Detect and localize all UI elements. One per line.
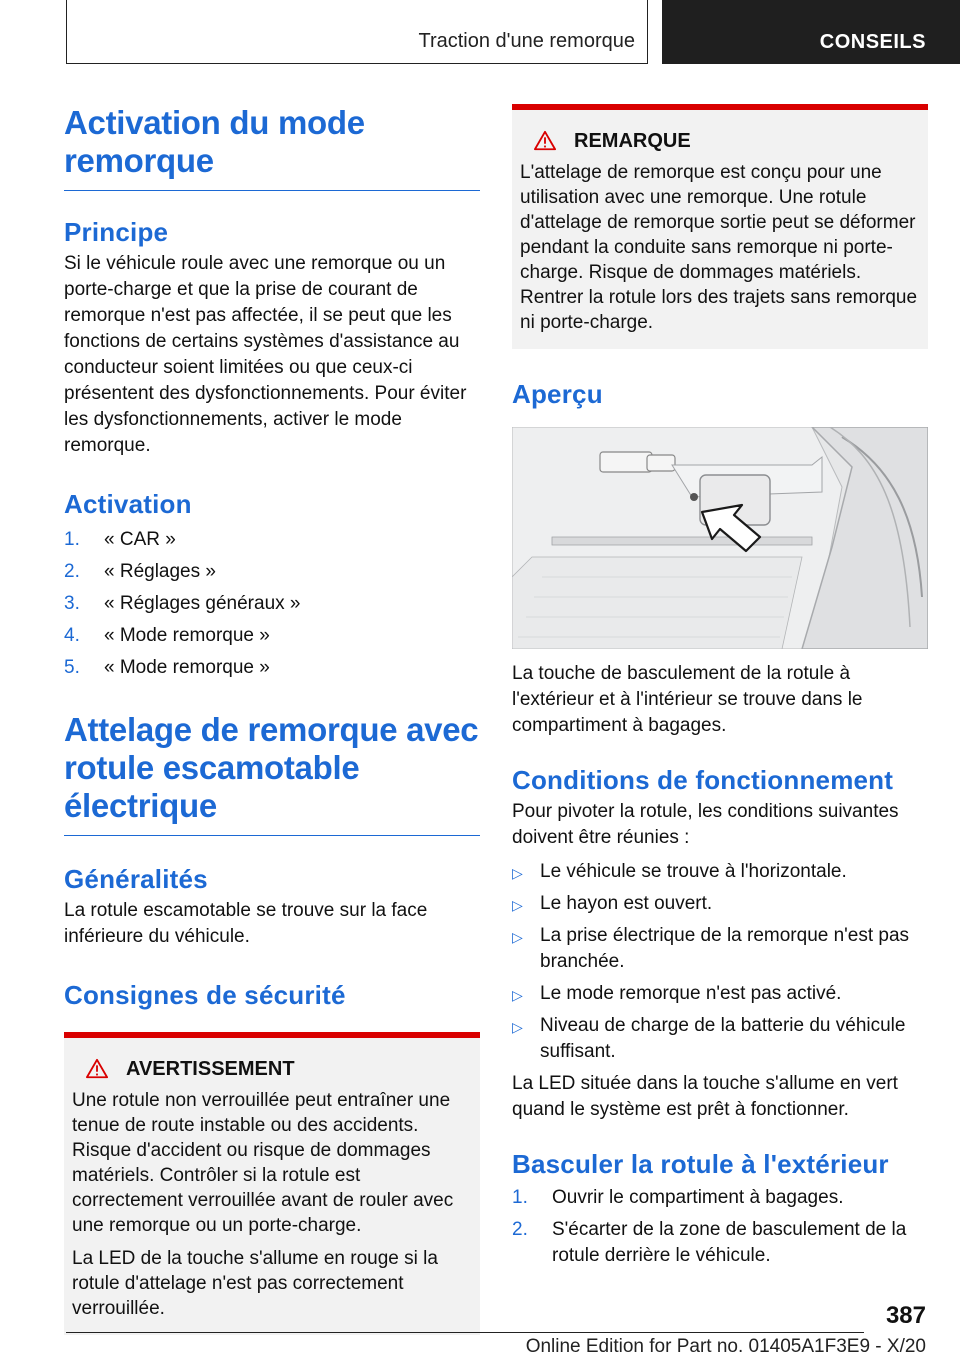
condition-text: Le hayon est ouvert. [540,893,713,914]
step-text: S'écarter de la zone de basculement de la rotule derrière le véhicule. [552,1219,907,1266]
warning-text-2: La LED de la touche s'allume en rouge si la rotule d'attelage n'est pas correctement verrouillée. [72,1248,438,1319]
bullet-triangle-icon: ▷ [512,929,523,945]
step-number: 4. [64,625,80,646]
step-item [64,655,480,681]
note-box [512,104,928,349]
warning-title: AVERTISSEMENT [126,1058,295,1080]
page-number: 387 [885,1302,926,1329]
condition-item [512,859,928,885]
bullet-triangle-icon: ▷ [512,1019,523,1035]
apercu-text: La touche de basculement de la rotule à l'extérieur et à l'intérieur se trouve dans le compartiment à bagages. [512,663,863,736]
warning-text-1: Une rotule non verrouillée peut entraîner une tenue de route instable ou des accidents. Risque d'accident ou risque de dommages matériels. Contrôler si la rotule est correctement verrouillée avant de rouler avec une remorque ou un porte-charge. [72,1090,454,1236]
step-item [512,1217,928,1269]
warning-triangle-icon [86,1058,108,1080]
activation-steps-list [64,527,480,681]
heading-basculer-exterieur: Basculer la rotule à l'extérieur [512,1149,889,1179]
right-column [512,104,928,1275]
warning-triangle-icon [534,130,556,152]
condition-text: Le véhicule se trouve à l'horizontale. [540,861,847,882]
step-item [64,623,480,649]
basculer-steps-list [512,1185,928,1269]
condition-item [512,1013,928,1065]
heading-activation-mode-remorque: Activation du mode remorque [64,104,365,179]
step-number: 1. [64,529,80,550]
bullet-triangle-icon: ▷ [512,865,523,881]
conditions-intro: Pour pivoter la rotule, les conditions suivantes doivent être réunies : [512,801,899,848]
step-number: 2. [64,561,80,582]
warning-title-row [72,1056,472,1082]
condition-text: Le mode remorque n'est pas activé. [540,983,842,1004]
step-text: « Réglages » [104,561,216,582]
condition-text: La prise électrique de la remorque n'est pas branchée. [540,925,910,972]
principe-text: Si le véhicule roule avec une remorque ou un porte-charge et que la prise de courant de remorque n'est pas affectée, il se peut que les fonctions de certains systèmes d'assistance au conducteur soient limitées ou que ceux-ci présentent des dysfonctionnements. Pour éviter les dysfonctionnements, activer le mode remorque. [64,253,467,456]
trunk-illustration-drawing [512,427,928,649]
step-number: 1. [512,1187,528,1208]
heading-conditions: Conditions de fonctionnement [512,765,894,795]
step-number: 2. [512,1219,528,1240]
heading-generalites: Généralités [64,864,208,894]
step-item [64,559,480,585]
conditions-list [512,859,928,1065]
step-text: « Mode remorque » [104,657,270,678]
condition-item [512,981,928,1007]
led-text: La LED située dans la touche s'allume en vert quand le système est prêt à fonctionner. [512,1073,898,1120]
heading-activation: Activation [64,489,192,519]
condition-item [512,891,928,917]
step-item [512,1185,928,1211]
step-item [64,527,480,553]
step-text: Ouvrir le compartiment à bagages. [552,1187,844,1208]
chapter-title: CONSEILS [819,31,926,53]
header-frame [66,0,648,64]
trunk-switch-illustration [512,427,928,649]
generalites-text: La rotule escamotable se trouve sur la face inférieure du véhicule. [64,900,428,947]
condition-item [512,923,928,975]
chapter-tab [662,0,960,64]
bullet-triangle-icon: ▷ [512,897,523,913]
step-text: « CAR » [104,529,176,550]
step-item [64,591,480,617]
note-text: L'attelage de remorque est conçu pour une utilisation avec une remorque. Une rotule d'attelage de remorque sortie peut se déformer pendant la conduite sans remorque ni porte-charge. Risque de dommages matériels. Rentrer la rotule lors des trajets sans remorque ni porte-charge. [520,162,918,333]
note-title-row [520,128,920,154]
section-title: Traction d'une remorque [418,30,635,52]
step-number: 3. [64,593,80,614]
note-title: REMARQUE [574,130,691,152]
condition-text: Niveau de charge de la batterie du véhicule suffisant. [540,1015,906,1062]
heading-principe: Principe [64,217,169,247]
heading-attelage: Attelage de remorque avec rotule escamotable électrique [64,711,479,824]
heading-consignes-securite: Consignes de sécurité [64,980,346,1010]
footer-edition: Online Edition for Part no. 01405A1F3E9 - X/20 [525,1336,926,1357]
heading-rule [64,835,480,836]
warning-box [64,1032,480,1335]
footer-rule [66,1332,864,1333]
heading-rule [64,190,480,191]
heading-apercu: Aperçu [512,379,603,409]
left-column [64,104,480,1335]
step-number: 5. [64,657,80,678]
bullet-triangle-icon: ▷ [512,987,523,1003]
step-text: « Réglages généraux » [104,593,301,614]
step-text: « Mode remorque » [104,625,270,646]
